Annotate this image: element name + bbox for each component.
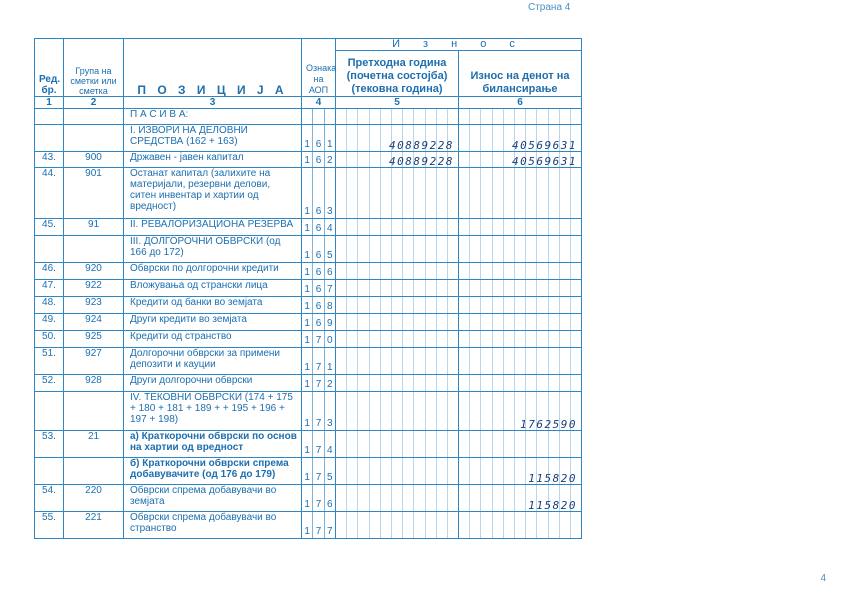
header-oznaka: Ознака на АОП [302, 39, 336, 97]
table-row [35, 485, 582, 512]
amount-previous-year [336, 168, 459, 219]
position-label: П А С И В А: [124, 109, 302, 125]
row-number: 45. [35, 219, 64, 236]
row-number [35, 236, 64, 263]
table-row [35, 297, 582, 314]
amount-balance-date [459, 125, 582, 152]
page-label: Страна 4 [528, 2, 571, 13]
account-group: 900 [64, 152, 124, 168]
aop-code: 1 6 9 [302, 314, 336, 331]
table-row [35, 280, 582, 297]
row-number: 47. [35, 280, 64, 297]
account-group: 922 [64, 280, 124, 297]
row-number: 46. [35, 263, 64, 280]
table-row [35, 219, 582, 236]
account-group: 920 [64, 263, 124, 280]
amount-balance-date [459, 168, 582, 219]
position-label: Останат капитал (залихите на материјали, резервни делови, ситен инвентар и хартии од вредност) [124, 168, 302, 219]
account-group [64, 109, 124, 125]
amount-balance-date [459, 263, 582, 280]
row-number [35, 109, 64, 125]
account-group: 925 [64, 331, 124, 348]
position-label: Други долгорочни обврски [124, 375, 302, 392]
account-group: 928 [64, 375, 124, 392]
table-row [35, 331, 582, 348]
amount-previous-year [336, 297, 459, 314]
amount-previous-year [336, 512, 459, 539]
table-row [35, 512, 582, 539]
row-number: 54. [35, 485, 64, 512]
account-group: 927 [64, 348, 124, 375]
table-row [35, 314, 582, 331]
position-label: Долгорочни обврски за примени депозити и кауции [124, 348, 302, 375]
row-number: 44. [35, 168, 64, 219]
table-row [35, 125, 582, 152]
account-group [64, 125, 124, 152]
aop-code: 1 7 7 [302, 512, 336, 539]
row-number [35, 125, 64, 152]
account-group: 21 [64, 431, 124, 458]
position-label: III. ДОЛГОРОЧНИ ОБВРСКИ (од 166 до 172) [124, 236, 302, 263]
row-number: 50. [35, 331, 64, 348]
amount-previous-year [336, 236, 459, 263]
amount-balance-date [459, 236, 582, 263]
amount-previous-year [336, 431, 459, 458]
handwritten-amount: 40889228 [389, 155, 454, 168]
amount-previous-year [336, 331, 459, 348]
account-group: 901 [64, 168, 124, 219]
row-number: 53. [35, 431, 64, 458]
amount-previous-year [336, 348, 459, 375]
amount-balance-date [459, 485, 582, 512]
column-number: 3 [124, 97, 302, 109]
table-row [35, 168, 582, 219]
account-group [64, 236, 124, 263]
account-group [64, 392, 124, 431]
handwritten-amount: 115820 [528, 499, 577, 512]
position-label: Вложувања од странски лица [124, 280, 302, 297]
table-row [35, 236, 582, 263]
header-pozicija: П О З И Ц И Ј А [124, 39, 302, 97]
row-number: 52. [35, 375, 64, 392]
row-number [35, 458, 64, 485]
column-number: 2 [64, 97, 124, 109]
amount-balance-date [459, 512, 582, 539]
amount-previous-year [336, 125, 459, 152]
amount-balance-date [459, 375, 582, 392]
amount-balance-date [459, 109, 582, 125]
aop-code [302, 109, 336, 125]
handwritten-amount: 40889228 [389, 139, 454, 152]
amount-balance-date [459, 152, 582, 168]
column-number: 1 [35, 97, 64, 109]
amount-balance-date [459, 297, 582, 314]
handwritten-amount: 40569631 [512, 155, 577, 168]
table-row [35, 375, 582, 392]
table-row [35, 392, 582, 431]
aop-code: 1 6 8 [302, 297, 336, 314]
amount-previous-year [336, 392, 459, 431]
position-label: б) Краткорочни обврски спрема добавувачите (од 176 до 179) [124, 458, 302, 485]
position-label: II. РЕВАЛОРИЗАЦИОНА РЕЗЕРВА [124, 219, 302, 236]
aop-code: 1 7 1 [302, 348, 336, 375]
table-row [35, 431, 582, 458]
amount-previous-year [336, 485, 459, 512]
row-number: 48. [35, 297, 64, 314]
position-label: Кредити од банки во земјата [124, 297, 302, 314]
aop-code: 1 6 7 [302, 280, 336, 297]
handwritten-amount: 40569631 [512, 139, 577, 152]
aop-code: 1 7 6 [302, 485, 336, 512]
position-label: Други кредити во земјата [124, 314, 302, 331]
table-row [35, 109, 582, 125]
table-row [35, 348, 582, 375]
position-label: Обврски спрема добавувачи во странство [124, 512, 302, 539]
position-label: а) Краткорочни обврски по основ на хартии од вредност [124, 431, 302, 458]
amount-balance-date [459, 348, 582, 375]
aop-code: 1 7 0 [302, 331, 336, 348]
row-number [35, 392, 64, 431]
aop-code: 1 6 1 [302, 125, 336, 152]
table-row [35, 263, 582, 280]
account-group: 924 [64, 314, 124, 331]
aop-code: 1 6 3 [302, 168, 336, 219]
aop-code: 1 6 6 [302, 263, 336, 280]
table-row [35, 458, 582, 485]
amount-previous-year [336, 152, 459, 168]
amount-previous-year [336, 219, 459, 236]
amount-previous-year [336, 375, 459, 392]
amount-balance-date [459, 280, 582, 297]
position-label: Кредити од странство [124, 331, 302, 348]
header-red: Ред. бр. [35, 39, 64, 97]
account-group [64, 458, 124, 485]
row-number: 55. [35, 512, 64, 539]
header-iznos: И з н о с [336, 39, 582, 51]
position-label: Обврски по долгорочни кредити [124, 263, 302, 280]
aop-code: 1 7 5 [302, 458, 336, 485]
amount-balance-date [459, 392, 582, 431]
position-label: I. ИЗВОРИ НА ДЕЛОВНИ СРЕДСТВА (162 + 163) [124, 125, 302, 152]
handwritten-amount: 1762590 [520, 418, 577, 431]
table-row [35, 152, 582, 168]
header-grupa: Група на сметки или сметка [64, 39, 124, 97]
account-group: 220 [64, 485, 124, 512]
amount-balance-date [459, 431, 582, 458]
row-number: 51. [35, 348, 64, 375]
handwritten-amount: 115820 [528, 472, 577, 485]
account-group: 221 [64, 512, 124, 539]
row-number: 43. [35, 152, 64, 168]
row-number: 49. [35, 314, 64, 331]
amount-balance-date [459, 314, 582, 331]
aop-code: 1 6 4 [302, 219, 336, 236]
balance-sheet-table [34, 38, 582, 539]
column-number: 4 [302, 97, 336, 109]
amount-balance-date [459, 331, 582, 348]
column-number: 6 [459, 97, 582, 109]
amount-previous-year [336, 458, 459, 485]
amount-balance-date [459, 219, 582, 236]
position-label: IV. ТЕКОВНИ ОБВРСКИ (174 + 175 + 180 + 181 + 189 + + 195 + 196 + 197 + 198) [124, 392, 302, 431]
position-label: Државен - јавен капитал [124, 152, 302, 168]
amount-balance-date [459, 458, 582, 485]
aop-code: 1 7 4 [302, 431, 336, 458]
aop-code: 1 7 3 [302, 392, 336, 431]
account-group: 923 [64, 297, 124, 314]
header-iznos-denot: Износ на денот на билансирање [459, 51, 582, 97]
position-label: Обврски спрема добавувачи во земјата [124, 485, 302, 512]
account-group: 91 [64, 219, 124, 236]
column-number: 5 [336, 97, 459, 109]
amount-previous-year [336, 280, 459, 297]
amount-previous-year [336, 314, 459, 331]
aop-code: 1 6 2 [302, 152, 336, 168]
aop-code: 1 7 2 [302, 375, 336, 392]
aop-code: 1 6 5 [302, 236, 336, 263]
amount-previous-year [336, 109, 459, 125]
header-prethodna: Претходна година (почетна состојба) (тековна година) [336, 51, 459, 97]
amount-previous-year [336, 263, 459, 280]
corner-number: 4 [820, 573, 826, 584]
